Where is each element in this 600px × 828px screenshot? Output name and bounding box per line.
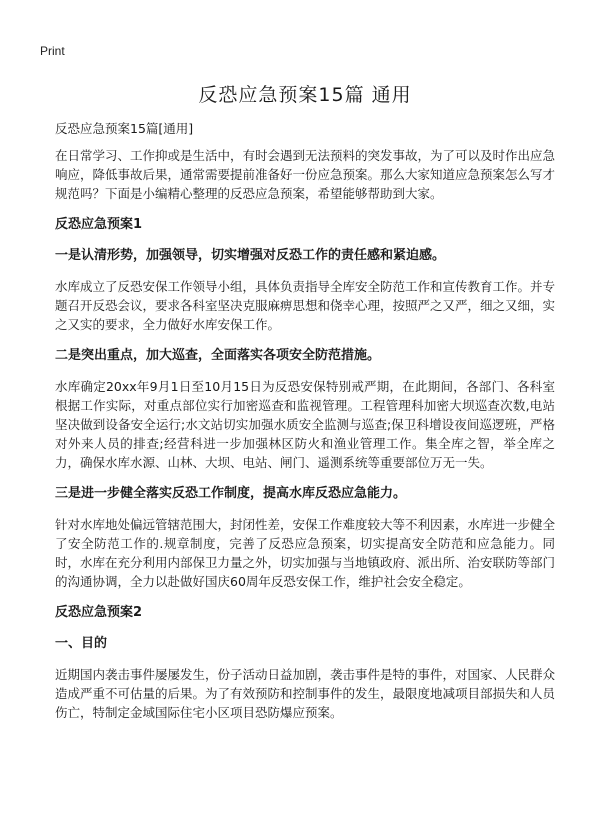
plan1-heading: 反恐应急预案1: [55, 217, 143, 232]
plan1-section3-title: 三是进一步健全落实反恐工作制度，提高水库反恐应急能力。: [55, 486, 407, 501]
plan2-section1-body: 近期国内袭击事件屡屡发生，份子活动日益加剧，袭击事件是特的事件，对国家、人民群众造成严重不可估量的后果。为了有效预防和控制事件的发生，最限度地减项目部损失和人员伤亡，特制定金域国际住宅小区项目恐防爆应预案。: [55, 667, 556, 720]
plan1-section1-body: 水库成立了反恐安保工作领导小组，具体负责指导全库安全防范工作和宣传教育工作。并专题召开反恐会议，要求各科室坚决克服麻痹思想和侥幸心理，按照严之又严，细之又细，实之又实的要求，全力做好水库安保工作。: [55, 279, 556, 332]
plan2-heading: 反恐应急预案2: [55, 605, 143, 620]
print-link[interactable]: Print: [40, 44, 65, 58]
plan1-section2-body: 水库确定20xx年9月1日至10月15日为反恐安保特别戒严期，在此期间，各部门、各科室根据工作实际，对重点部位实行加密巡查和监视管理。工程管理科加密大坝巡查次数,电站坚决做到设备安全运行;水文站切实加强水质安全监测与巡查;保卫科增设夜间巡逻班，严格对外来人员的排查;经营科进一步加强林区防火和渔业管理工作。集全库之智，举全库之力，确保水库水源、山林、大坝、电站、闸门、遥测系统等重要部位万无一失。: [55, 379, 555, 470]
plan2-section1-title: 一、目的: [55, 636, 108, 651]
plan1-section3-body: 针对水库地处偏远管辖范围大，封闭性差，安保工作难度较大等不利因素，水库进一步健全了安全防范工作的.规章制度，完善了反恐应急预案，切实提高安全防范和应急能力。同时，水库在充分利用内部保卫力量之外，切实加强与当地镇政府、派出所、治安联防等部门的沟通协调，全力以赴做好国庆60周年反恐安保工作，维护社会安全稳定。: [55, 517, 556, 589]
plan1-section1-title: 一是认清形势，加强领导，切实增强对反恐工作的责任感和紧迫感。: [55, 248, 446, 263]
plan1-section2-title: 二是突出重点，加大巡查，全面落实各项安全防范措施。: [55, 348, 381, 363]
document-subtitle: 反恐应急预案15篇[通用]: [55, 121, 194, 136]
document-page: [55, 80, 555, 734]
intro-paragraph: 在日常学习、工作抑或是生活中，有时会遇到无法预料的突发事故，为了可以及时作出应急响应，降低事故后果，通常需要提前准备好一份应急预案。那么大家知道应急预案怎么写才规范吗？下面是小编精心整理的反恐应急预案，希望能够帮助到大家。: [55, 148, 556, 201]
document-title: 反恐应急预案15篇 通用: [198, 84, 412, 106]
